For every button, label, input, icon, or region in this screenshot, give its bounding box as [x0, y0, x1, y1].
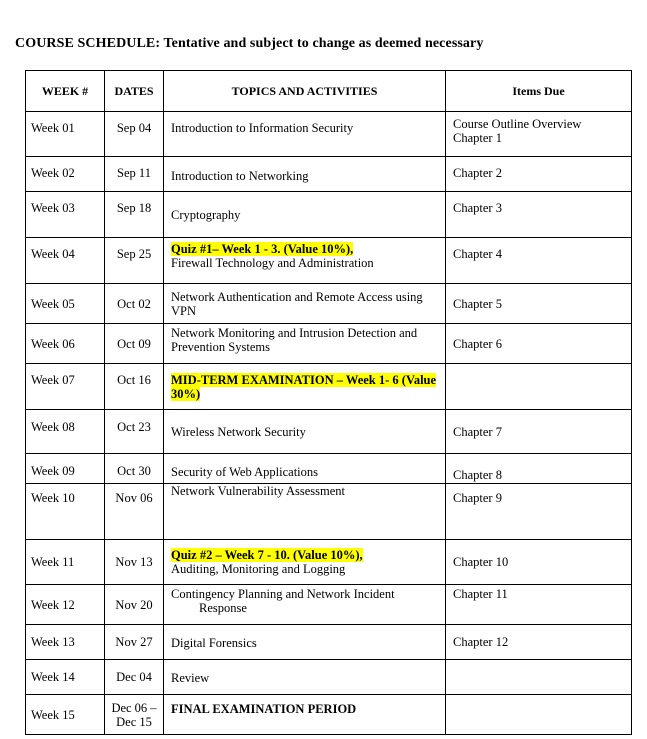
date-cell: Nov 06	[105, 484, 164, 540]
table-row	[26, 192, 632, 238]
schedule-table	[25, 70, 632, 735]
date-cell: Oct 16	[105, 364, 164, 410]
week-cell: Week 09	[26, 454, 105, 484]
week-cell: Week 11	[26, 540, 105, 585]
week-cell: Week 02	[26, 157, 105, 192]
topic-cell	[164, 364, 446, 410]
topic-cell: Wireless Network Security	[164, 410, 446, 454]
item-text: Chapter 1	[453, 131, 502, 145]
topic-cell	[164, 585, 446, 625]
dates-header: DATES	[105, 71, 164, 112]
date-cell: Sep 04	[105, 112, 164, 157]
date-cell	[105, 695, 164, 735]
items-cell: Chapter 5	[446, 284, 632, 324]
item-text: Course Outline Overview	[453, 117, 582, 131]
items-cell: Chapter 7	[446, 410, 632, 454]
topic-cell: FINAL EXAMINATION PERIOD	[164, 695, 446, 735]
items-cell: Chapter 10	[446, 540, 632, 585]
table-row	[26, 660, 632, 695]
midterm-highlight: MID-TERM EXAMINATION – Week 1- 6 (Value 30%)	[171, 373, 437, 401]
items-header: Items Due	[446, 71, 632, 112]
quiz-highlight: Quiz #1– Week 1 - 3. (Value 10%),	[171, 242, 354, 256]
items-cell: Chapter 2	[446, 157, 632, 192]
items-cell: Chapter 3	[446, 192, 632, 238]
topics-header: TOPICS AND ACTIVITIES	[164, 71, 446, 112]
topic-text: Auditing, Monitoring and Logging	[171, 562, 346, 576]
week-cell: Week 04	[26, 238, 105, 284]
table-row	[26, 238, 632, 284]
topic-cell: Network Vulnerability Assessment	[164, 484, 446, 540]
date-cell: Nov 13	[105, 540, 164, 585]
date-cell: Sep 11	[105, 157, 164, 192]
date-cell: Sep 18	[105, 192, 164, 238]
week-cell: Week 07	[26, 364, 105, 410]
date-cell: Oct 09	[105, 324, 164, 364]
header-row	[26, 71, 632, 112]
items-cell	[446, 112, 632, 157]
page-title: COURSE SCHEDULE: Tentative and subject to change as deemed necessary	[15, 36, 484, 51]
table-row	[26, 585, 632, 625]
topic-cell: Digital Forensics	[164, 625, 446, 660]
week-cell: Week 06	[26, 324, 105, 364]
topic-text: Contingency Planning and Network Incident	[171, 587, 395, 601]
date-cell: Sep 25	[105, 238, 164, 284]
topic-cell: Network Authentication and Remote Access using VPN	[164, 284, 446, 324]
table-row	[26, 454, 632, 484]
items-cell	[446, 364, 632, 410]
topic-cell: Introduction to Information Security	[164, 112, 446, 157]
date-cell: Dec 04	[105, 660, 164, 695]
week-cell: Week 13	[26, 625, 105, 660]
items-cell: Chapter 6	[446, 324, 632, 364]
items-cell: Chapter 4	[446, 238, 632, 284]
topic-cell: Cryptography	[164, 192, 446, 238]
table-row	[26, 484, 632, 540]
week-header: WEEK #	[26, 71, 105, 112]
date-cell: Oct 23	[105, 410, 164, 454]
topic-cell: Review	[164, 660, 446, 695]
items-cell: Chapter 11	[446, 585, 632, 625]
date-cell: Nov 27	[105, 625, 164, 660]
week-cell: Week 15	[26, 695, 105, 735]
date-cell: Oct 02	[105, 284, 164, 324]
date-end: Dec 15	[116, 714, 152, 729]
table-row	[26, 364, 632, 410]
date-start: Dec 06 –	[111, 700, 157, 715]
items-cell: Chapter 8	[446, 454, 632, 484]
table-row	[26, 695, 632, 735]
week-cell: Week 14	[26, 660, 105, 695]
topic-text: Firewall Technology and Administration	[171, 256, 374, 270]
week-cell: Week 05	[26, 284, 105, 324]
topic-text-continued: Response	[199, 601, 247, 615]
week-cell: Week 08	[26, 410, 105, 454]
table-row	[26, 540, 632, 585]
table-row	[26, 324, 632, 364]
week-cell: Week 01	[26, 112, 105, 157]
table-row	[26, 410, 632, 454]
week-cell: Week 03	[26, 192, 105, 238]
table-row	[26, 284, 632, 324]
date-cell: Oct 30	[105, 454, 164, 484]
topic-cell: Security of Web Applications	[164, 454, 446, 484]
date-cell: Nov 20	[105, 585, 164, 625]
items-cell: Chapter 12	[446, 625, 632, 660]
table-row	[26, 157, 632, 192]
topic-cell	[164, 238, 446, 284]
quiz-highlight: Quiz #2 – Week 7 - 10. (Value 10%),	[171, 548, 363, 562]
items-cell	[446, 695, 632, 735]
week-cell: Week 10	[26, 484, 105, 540]
topic-cell	[164, 540, 446, 585]
topic-cell: Network Monitoring and Intrusion Detection and Prevention Systems	[164, 324, 446, 364]
topic-cell: Introduction to Networking	[164, 157, 446, 192]
table-row	[26, 625, 632, 660]
week-cell: Week 12	[26, 585, 105, 625]
table-row	[26, 112, 632, 157]
items-cell: Chapter 9	[446, 484, 632, 540]
items-cell	[446, 660, 632, 695]
